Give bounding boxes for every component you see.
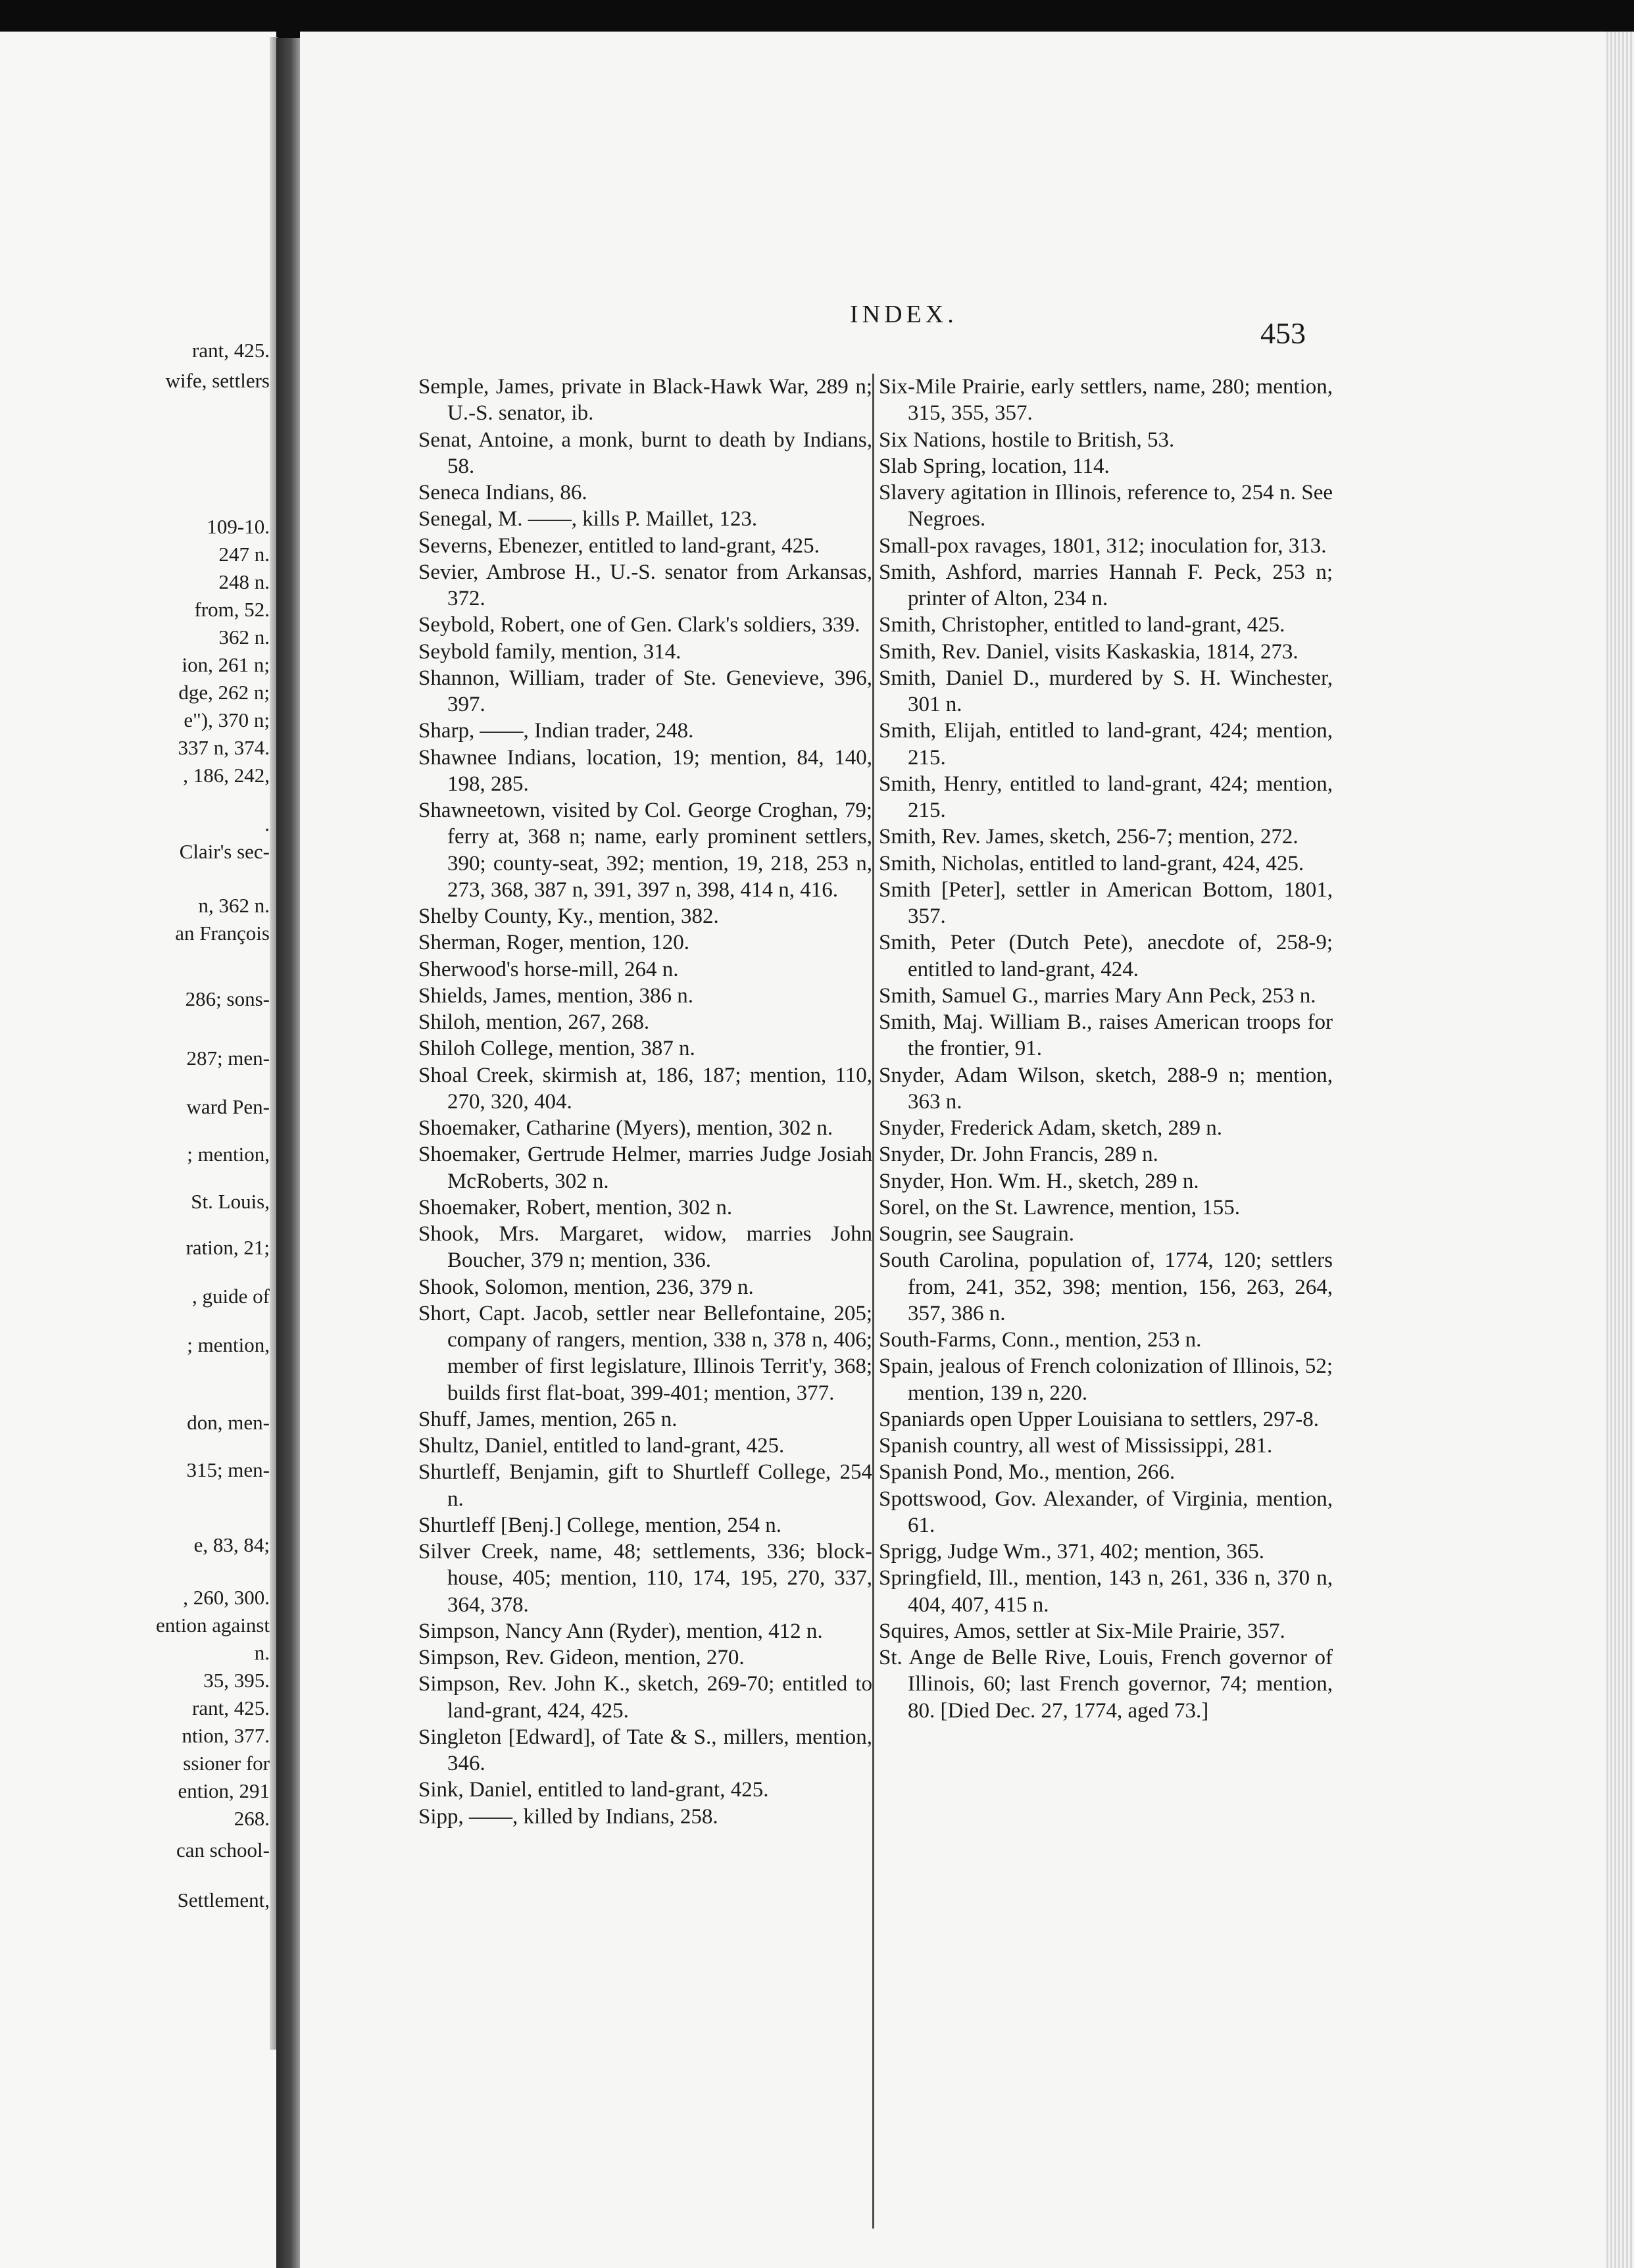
index-entry: Spanish country, all west of Mississippi, 281. (879, 1434, 1273, 1458)
index-entry: Smith, Rev. James, sketch, 256-7; mention, 272. (879, 825, 1299, 849)
left-fragment: n, 362 n. (198, 894, 270, 917)
index-entry: Simpson, Nancy Ann (Ryder), mention, 412 n. (418, 1619, 823, 1643)
index-column-right (879, 374, 1333, 1724)
index-entry: Sherwood's horse-mill, 264 n. (418, 957, 679, 981)
index-entry: South Carolina, population of, 1774, 120; settlers from, 241, 352, 398; mention, 156, 263, 264, 357, 386 n. (879, 1248, 1333, 1325)
left-fragment: 248 n. (218, 570, 270, 593)
left-fragment: . (264, 812, 270, 835)
index-entry: Sherman, Roger, mention, 120. (418, 931, 690, 955)
index-page (300, 32, 1634, 2268)
left-fragment: ention against (155, 1614, 270, 1637)
left-fragment: 247 n. (218, 543, 270, 566)
index-entry: Smith, Christopher, entitled to land-grant, 425. (879, 613, 1285, 637)
left-fragment: , 260, 300. (183, 1586, 270, 1609)
left-page (0, 32, 276, 2268)
index-entry: Snyder, Hon. Wm. H., sketch, 289 n. (879, 1169, 1199, 1193)
index-entry: Shurtleff [Benj.] College, mention, 254 n. (418, 1513, 782, 1537)
left-fragment: , guide of (192, 1285, 270, 1308)
index-entry: Shook, Mrs. Margaret, widow, marries John Boucher, 379 n; mention, 336. (418, 1222, 872, 1273)
left-fragment: 268. (234, 1807, 270, 1830)
left-fragment: Clair's sec- (179, 840, 270, 863)
left-fragment: ration, 21; (186, 1236, 270, 1259)
left-fragment: , 186, 242, (183, 764, 270, 787)
index-entry: Shiloh, mention, 267, 268. (418, 1010, 650, 1034)
index-entry: Snyder, Frederick Adam, sketch, 289 n. (879, 1116, 1222, 1140)
index-entry: Shultz, Daniel, entitled to land-grant, 425. (418, 1434, 785, 1458)
index-entry: Smith, Rev. Daniel, visits Kaskaskia, 1814, 273. (879, 639, 1299, 664)
index-entry: St. Ange de Belle Rive, Louis, French governor of Illinois, 60; last French governor, 74; mention, 80. [Died Dec. 27, 1774, aged 73.] (879, 1646, 1333, 1723)
left-fragment: ; mention, (187, 1143, 270, 1166)
index-entry: Simpson, Rev. John K., sketch, 269-70; entitled to land-grant, 424, 425. (418, 1672, 872, 1723)
index-entry: Singleton [Edward], of Tate & S., millers, mention, 346. (418, 1725, 872, 1775)
left-fragment: an François (175, 922, 270, 945)
index-entry: Squires, Amos, settler at Six-Mile Prairie, 357. (879, 1619, 1285, 1643)
left-fragment: 286; sons- (185, 987, 270, 1010)
index-entry: Smith, Peter (Dutch Pete), anecdote of, 258-9; entitled to land-grant, 424. (879, 931, 1333, 981)
left-fragment: from, 52. (194, 598, 270, 621)
index-entry: Spottswood, Gov. Alexander, of Virginia, mention, 61. (879, 1487, 1333, 1537)
index-entry: Shoal Creek, skirmish at, 186, 187; mention, 110, 270, 320, 404. (418, 1063, 872, 1114)
left-fragment: ; mention, (187, 1333, 270, 1356)
running-head: INDEX. (850, 301, 958, 328)
index-entry: Springfield, Ill., mention, 143 n, 261, 336 n, 370 n, 404, 407, 415 n. (879, 1566, 1333, 1617)
index-entry: Shoemaker, Robert, mention, 302 n. (418, 1195, 733, 1220)
index-entry: Short, Capt. Jacob, settler near Bellefontaine, 205; company of rangers, mention, 338 n, 378 n, 406; member of first legislature, Illinois Territ'y, 368; builds first flat-boat, 399-401; mention, 377. (418, 1301, 872, 1405)
index-entry: Shoemaker, Catharine (Myers), mention, 302 n. (418, 1116, 833, 1140)
left-fragment: can school- (176, 1838, 270, 1861)
left-fragment: St. Louis, (191, 1190, 270, 1213)
left-fragment: ention, 291 (178, 1779, 270, 1802)
left-fragment: wife, settlers (165, 369, 270, 392)
index-entry: Snyder, Adam Wilson, sketch, 288-9 n; mention, 363 n. (879, 1063, 1333, 1114)
index-entry: Senat, Antoine, a monk, burnt to death by Indians, 58. (418, 428, 872, 478)
left-fragment: 315; men- (186, 1458, 270, 1481)
index-column-left (418, 374, 872, 1830)
index-entry: Smith, Elijah, entitled to land-grant, 424; mention, 215. (879, 719, 1333, 770)
index-entry: Shawneetown, visited by Col. George Croghan, 79; ferry at, 368 n; name, early prominent settlers, 390; county-seat, 392; mention, 19, 218, 253 n, 273, 368, 387 n, 391, 397 n, 398, 414 n, 416. (418, 799, 872, 902)
index-entry: Six-Mile Prairie, early settlers, name, 280; mention, 315, 355, 357. (879, 375, 1333, 426)
index-entry: Sink, Daniel, entitled to land-grant, 425. (418, 1778, 769, 1802)
left-fragment: 362 n. (218, 626, 270, 649)
index-entry: Smith, Maj. William B., raises American troops for the frontier, 91. (879, 1010, 1333, 1061)
left-fragment: 337 n, 374. (178, 736, 270, 759)
index-entry: Sipp, ——, killed by Indians, 258. (418, 1804, 718, 1829)
index-entry: Shook, Solomon, mention, 236, 379 n. (418, 1275, 754, 1299)
index-entry: Spaniards open Upper Louisiana to settlers, 297-8. (879, 1407, 1320, 1431)
left-fragment: rant, 425. (192, 339, 270, 362)
left-fragment: ntion, 377. (182, 1724, 270, 1747)
left-fragment: ion, 261 n; (182, 653, 270, 676)
index-entry: Smith, Samuel G., marries Mary Ann Peck, 253 n. (879, 983, 1316, 1008)
left-fragment: n. (254, 1641, 270, 1664)
index-entry: Shoemaker, Gertrude Helmer, marries Judge Josiah McRoberts, 302 n. (418, 1143, 872, 1193)
left-fragment: Settlement, (177, 1888, 270, 1911)
page-number: 453 (1260, 316, 1306, 350)
index-entry: Slab Spring, location, 114. (879, 454, 1110, 478)
index-entry: Sharp, ——, Indian trader, 248. (418, 719, 694, 743)
index-entry: Spain, jealous of French colonization of Illinois, 52; mention, 139 n, 220. (879, 1354, 1333, 1405)
left-fragment: rant, 425. (192, 1696, 270, 1719)
index-entry: Sorel, on the St. Lawrence, mention, 155. (879, 1195, 1240, 1220)
index-entry: Shuff, James, mention, 265 n. (418, 1407, 678, 1431)
index-entry: Semple, James, private in Black-Hawk War, 289 n; U.-S. senator, ib. (418, 375, 872, 426)
left-fragment: ward Pen- (186, 1095, 270, 1118)
index-entry: Shelby County, Ky., mention, 382. (418, 904, 719, 928)
left-fragment: e, 83, 84; (193, 1533, 270, 1556)
index-entry: Seybold family, mention, 314. (418, 639, 681, 664)
index-entry: Seybold, Robert, one of Gen. Clark's soldiers, 339. (418, 613, 860, 637)
page-edges-stack (1606, 32, 1634, 2268)
index-entry: South-Farms, Conn., mention, 253 n. (879, 1328, 1202, 1352)
left-fragment: 35, 395. (203, 1669, 270, 1692)
index-entry: Sprigg, Judge Wm., 371, 402; mention, 365. (879, 1540, 1265, 1564)
index-entry: Snyder, Dr. John Francis, 289 n. (879, 1143, 1158, 1167)
left-fragment: ssioner for (183, 1752, 270, 1775)
book-gutter (276, 38, 300, 2268)
left-fragment: don, men- (187, 1411, 270, 1434)
index-entry: Sevier, Ambrose H., U.-S. senator from Arkansas, 372. (418, 560, 872, 610)
index-entry: Smith, Henry, entitled to land-grant, 424; mention, 215. (879, 772, 1333, 822)
index-entry: Spanish Pond, Mo., mention, 266. (879, 1460, 1176, 1485)
index-entry: Smith [Peter], settler in American Bottom, 1801, 357. (879, 877, 1333, 928)
index-entry: Smith, Daniel D., murdered by S. H. Winchester, 301 n. (879, 666, 1333, 716)
index-entry: Shiloh College, mention, 387 n. (418, 1037, 695, 1061)
column-divider (872, 374, 874, 2229)
index-entry: Smith, Ashford, marries Hannah F. Peck, 253 n; printer of Alton, 234 n. (879, 560, 1333, 610)
index-entry: Slavery agitation in Illinois, reference to, 254 n. See Negroes. (879, 481, 1333, 531)
index-entry: Shannon, William, trader of Ste. Genevieve, 396, 397. (418, 666, 872, 716)
left-fragment: dge, 262 n; (178, 681, 270, 704)
index-entry: Seneca Indians, 86. (418, 481, 587, 505)
index-entry: Severns, Ebenezer, entitled to land-grant, 425. (418, 533, 820, 558)
index-entry: Silver Creek, name, 48; settlements, 336; block-house, 405; mention, 110, 174, 195, 270, 337, 364, 378. (418, 1540, 872, 1617)
index-entry: Senegal, M. ——, kills P. Maillet, 123. (418, 507, 758, 531)
index-entry: Shurtleff, Benjamin, gift to Shurtleff College, 254 n. (418, 1460, 872, 1511)
index-entry: Simpson, Rev. Gideon, mention, 270. (418, 1646, 745, 1669)
index-entry: Shawnee Indians, location, 19; mention, 84, 140, 198, 285. (418, 745, 872, 796)
left-fragment: 287; men- (186, 1047, 270, 1070)
index-entry: Smith, Nicholas, entitled to land-grant, 424, 425. (879, 851, 1304, 875)
index-entry: Small-pox ravages, 1801, 312; inoculation for, 313. (879, 533, 1327, 558)
index-entry: Sougrin, see Saugrain. (879, 1222, 1074, 1246)
left-fragment: 109-10. (207, 515, 270, 538)
index-entry: Six Nations, hostile to British, 53. (879, 428, 1175, 452)
index-entry: Shields, James, mention, 386 n. (418, 983, 693, 1008)
left-fragment: e"), 370 n; (184, 708, 270, 731)
